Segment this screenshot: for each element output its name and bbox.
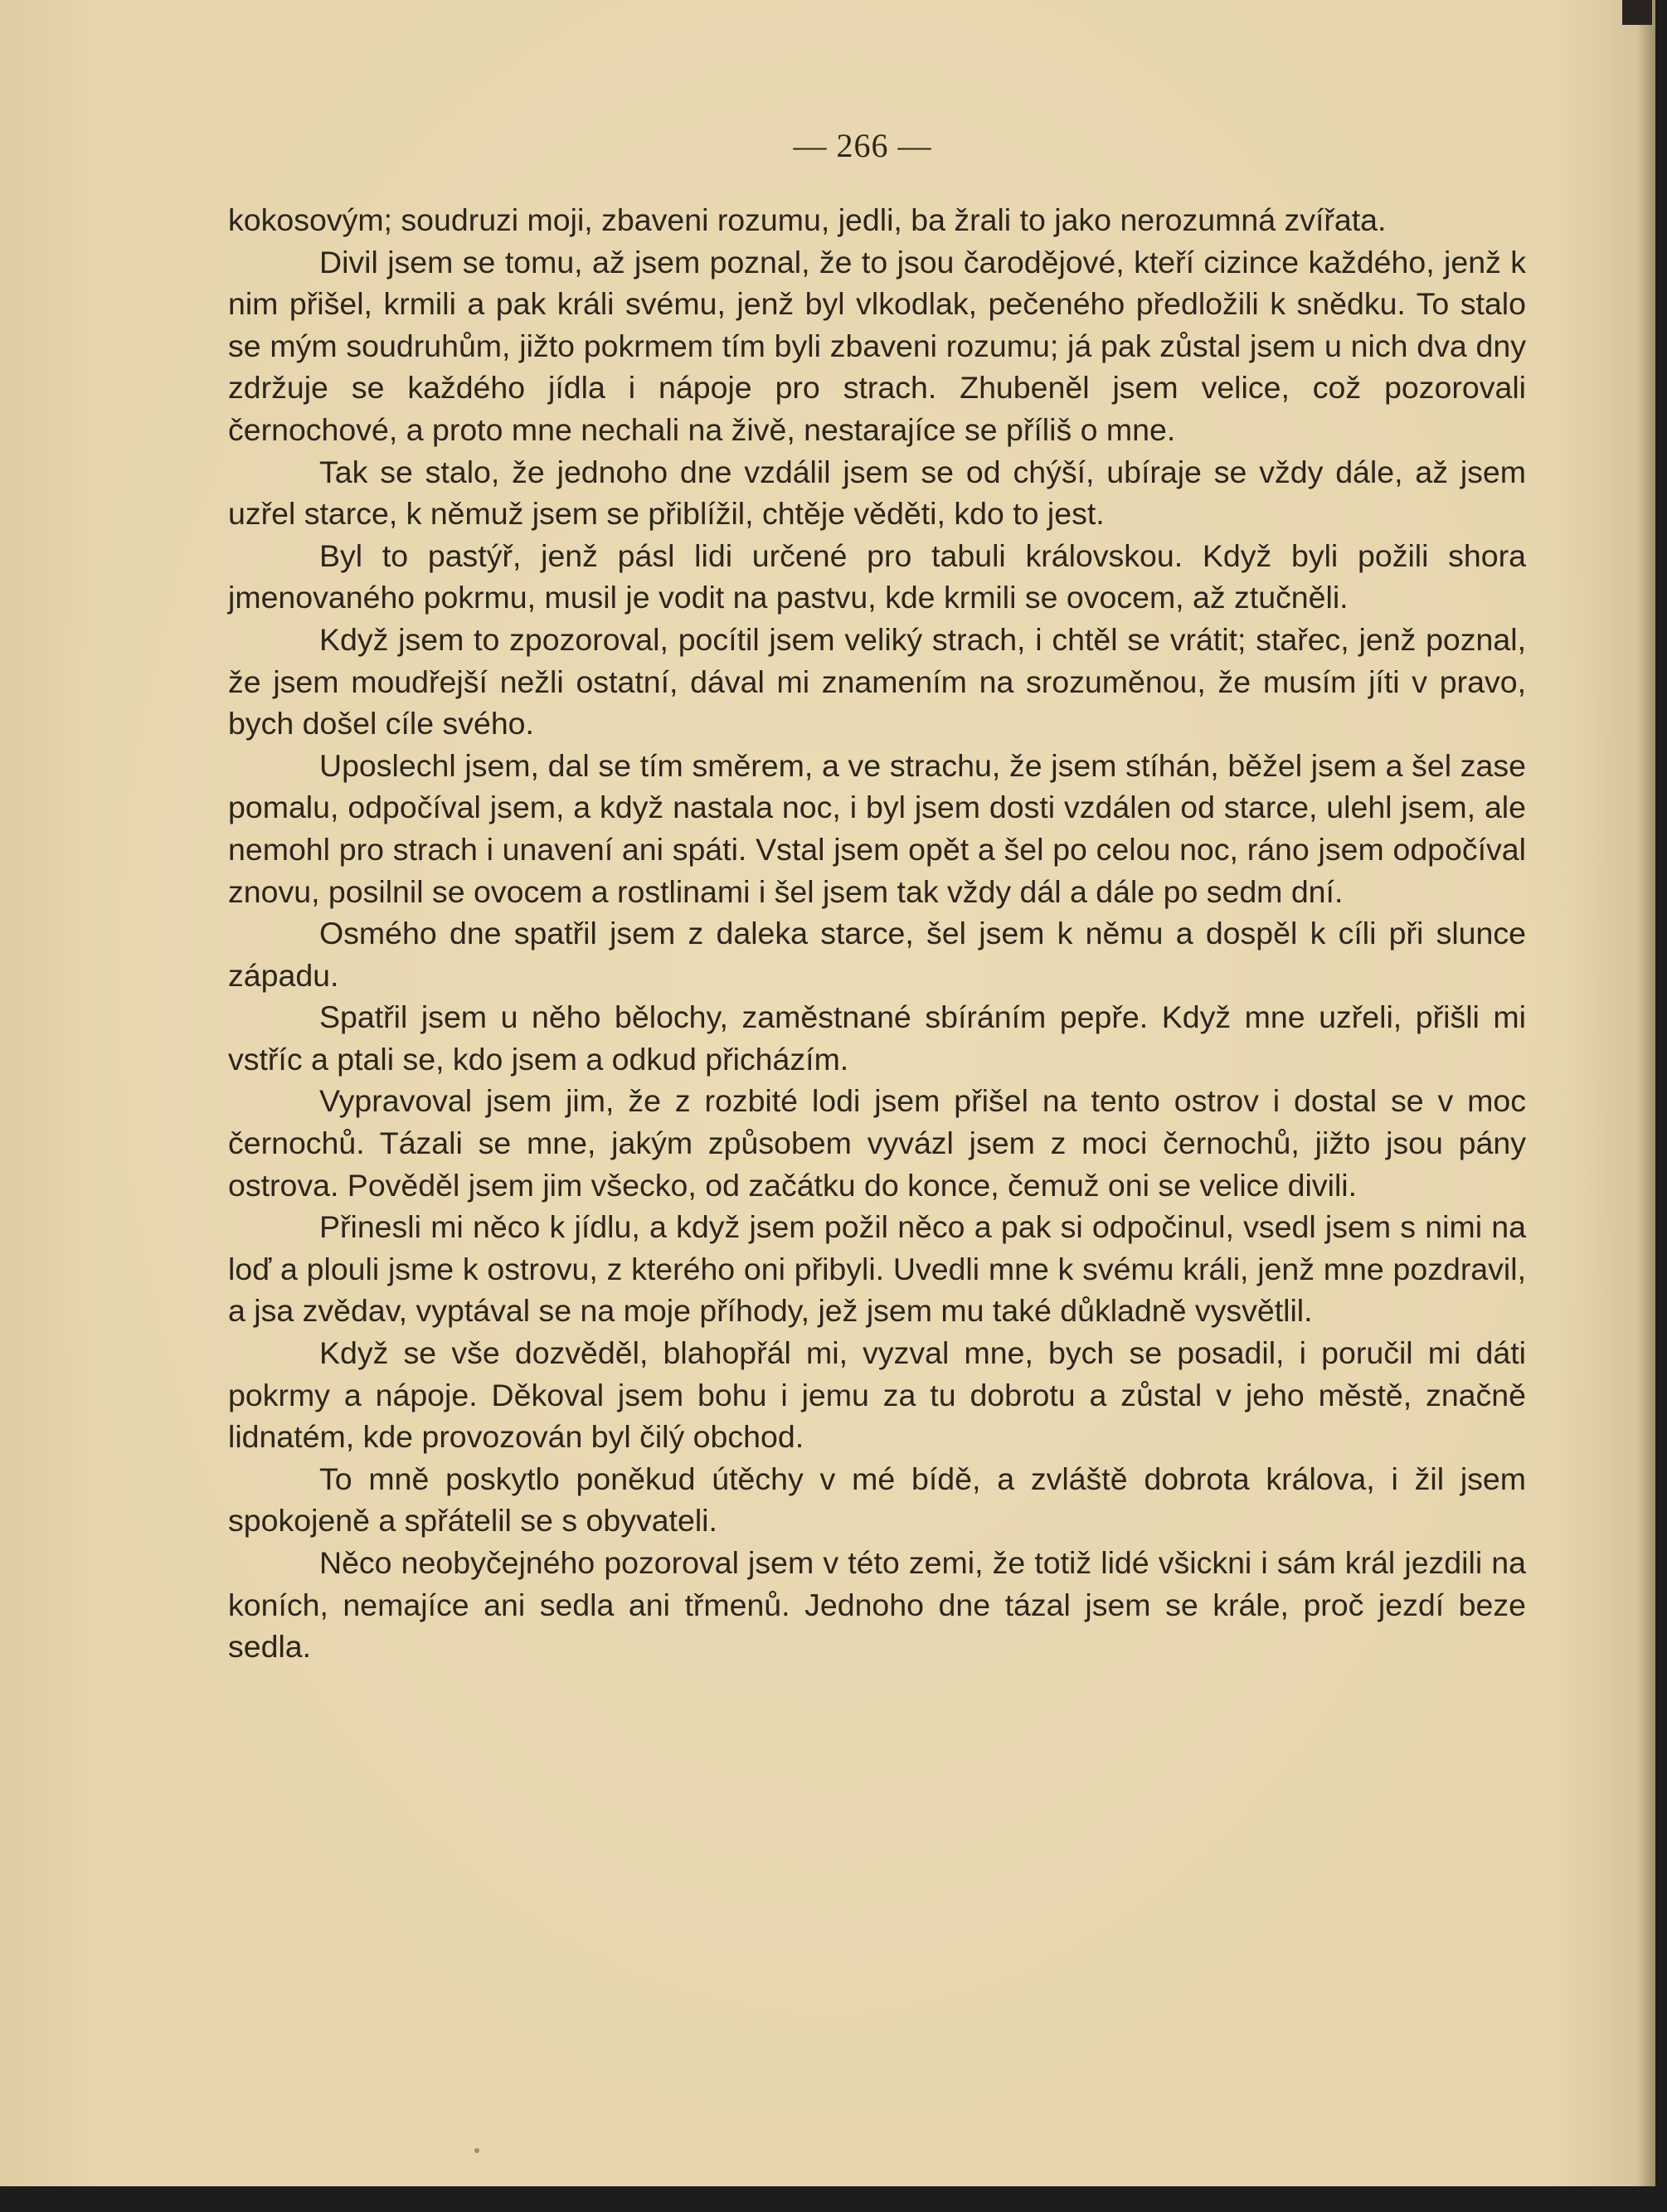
paragraph: Byl to pastýř, jenž pásl lidi určené pro tabuli královskou. Když byli požili shora jmenovaného pokrmu, musil je vodit na pastvu, kde krmili se ovocem, až ztučněli. [228,537,1526,615]
paragraph: Spatřil jsem u něho bělochy, zaměstnané sbíráním pepře. Když mne uzřeli, přišli mi vstříc a ptali se, kdo jsem a odkud přicházím. [228,999,1526,1077]
paragraph: Přinesli mi něco k jídlu, a když jsem požil něco a pak si odpočinul, vsedl jsem s nimi na loď a plouli jsme k ostrovu, z kterého oni přibyli. Uvedli mne k svému králi, jenž mne pozdravil, a jsa zvědav, vyptával se na moje příhody, jež jsem mu také důkladně vysvětlil. [228,1209,1526,1329]
page-number: — 266 — [793,127,932,164]
paragraph: kokosovým; soudruzi moji, zbaveni rozumu, jedli, ba žrali to jako nerozumná zvířata. [228,202,1387,237]
paragraph: Uposlechl jsem, dal se tím směrem, a ve strachu, že jsem stíhán, běžel jsem a šel zase pomalu, odpočíval jsem, a když nastala noc, i byl jsem dosti vzdálen od starce, ulehl jsem, ale nemohl pro strach i unavení ani spáti. Vstal jsem opět a šel po celou noc, ráno jsem odpočíval znovu, posilnil se ovocem a rostlinami i šel jsem tak vždy dál a dále po sedm dní. [228,747,1526,909]
paragraph: Tak se stalo, že jednoho dne vzdálil jsem se od chýší, ubíraje se vždy dále, až jsem uzřel starce, k němuž jsem se přiblížil, chtěje věděti, kdo to jest. [228,454,1526,532]
paragraph: Divil jsem se tomu, až jsem poznal, že to jsou čarodějové, kteří cizince každého, jenž k nim přišel, krmili a pak králi svému, jenž byl vlkodlak, pečeného předložili k snědku. To stalo se mým soudruhům, jižto pokrmem tím byli zbaveni rozumu; já pak zůstal jsem u nich dva dny zdržuje se každého jídla i nápoje pro strach. Zhubeněl jsem velice, což pozorovali černochové, a proto mne nechali na živě, nestarajíce se příliš o mne. [228,244,1526,447]
scan-edge-mark [1622,0,1652,25]
paragraph: Když se vše dozvěděl, blahopřál mi, vyzval mne, bych se posadil, i poručil mi dáti pokrmy a nápoje. Děkoval jsem bohu i jemu za tu dobrotu a zůstal v jeho městě, značně lidnatém, kde provozován byl čilý obchod. [228,1335,1526,1455]
paper-speck [474,2148,479,2153]
paragraph: Něco neobyčejného pozoroval jsem v této zemi, že totiž lidé všickni i sám král jezdili na koních, nemajíce ani sedla ani třmenů. Jednoho dne tázal jsem se krále, proč jezdí beze sedla. [228,1545,1526,1665]
paragraph: To mně poskytlo poněkud útěchy v mé bídě, a zvláště dobrota králova, i žil jsem spokojeně a spřátelil se s obyvateli. [228,1461,1526,1539]
body-text [228,199,1526,1668]
paragraph: Vypravoval jsem jim, že z rozbité lodi jsem přišel na tento ostrov i dostal se v moc černochů. Tázali se mne, jakým způsobem vyvázl jsem z moci černochů, jižto jsou pány ostrova. Pověděl jsem jim všecko, od začátku do konce, čemuž oni se velice divili. [228,1083,1526,1203]
page-edge-shadow [1637,0,1655,2186]
paragraph: Osmého dne spatřil jsem z daleka starce, šel jsem k němu a dospěl k cíli při slunce západu. [228,916,1526,993]
paragraph: Když jsem to zpozoroval, pocítil jsem veliký strach, i chtěl se vrátit; stařec, jenž poznal, že jsem moudřejší nežli ostatní, dával mi znamením na srozuměnou, že musím jíti v pravo, bych došel cíle svého. [228,621,1526,741]
